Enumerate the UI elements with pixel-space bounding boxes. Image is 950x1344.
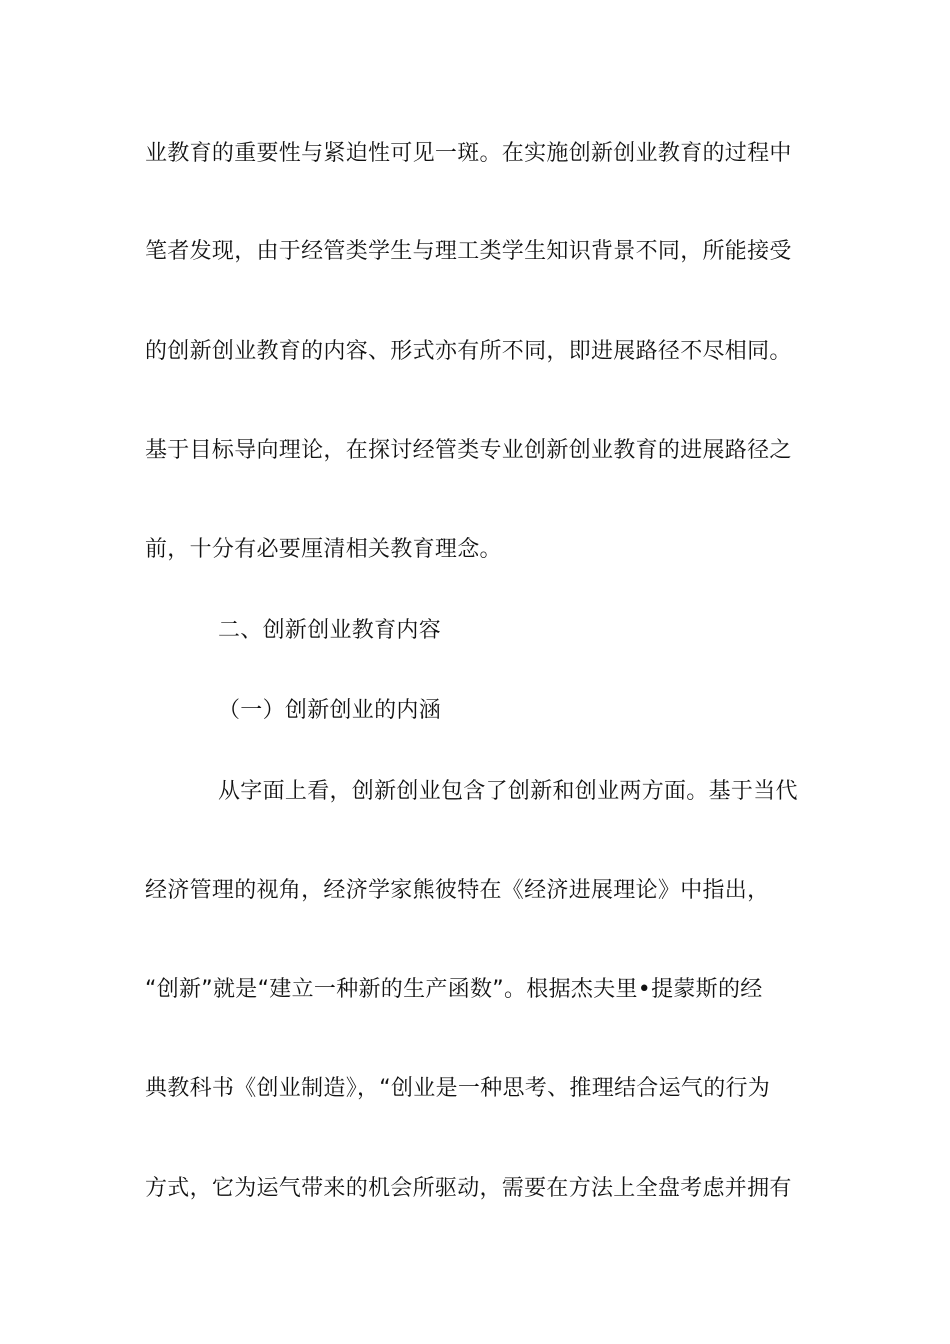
paragraph-line-3: “创新”就是“建立一种新的生产函数”。根据杰夫里•提蒙斯的经 — [145, 977, 763, 1002]
body-line-4: 基于目标导向理论，在探讨经管类专业创新创业教育的进展路径之 — [145, 438, 792, 463]
paragraph-line-2: 经济管理的视角，经济学家熊彼特在《经济进展理论》中指出， — [145, 878, 770, 903]
section-heading: 二、创新创业教育内容 — [218, 618, 442, 643]
subsection-heading: （一）创新创业的内涵 — [218, 698, 442, 723]
paragraph-line-1: 从字面上看，创新创业包含了创新和创业两方面。基于当代 — [218, 779, 798, 804]
body-line-3: 的创新创业教育的内容、形式亦有所不同，即进展路径不尽相同。 — [145, 339, 792, 364]
body-line-5: 前，十分有必要厘清相关教育理念。 — [145, 537, 502, 562]
body-line-1: 业教育的重要性与紧迫性可见一斑。在实施创新创业教育的过程中 — [145, 141, 792, 166]
paragraph-line-4: 典教科书《创业制造》，“创业是一种思考、推理结合运气的行为 — [145, 1076, 771, 1101]
paragraph-line-5: 方式，它为运气带来的机会所驱动，需要在方法上全盘考虑并拥有 — [145, 1176, 792, 1201]
body-line-2: 笔者发现，由于经管类学生与理工类学生知识背景不同，所能接受 — [145, 239, 792, 264]
